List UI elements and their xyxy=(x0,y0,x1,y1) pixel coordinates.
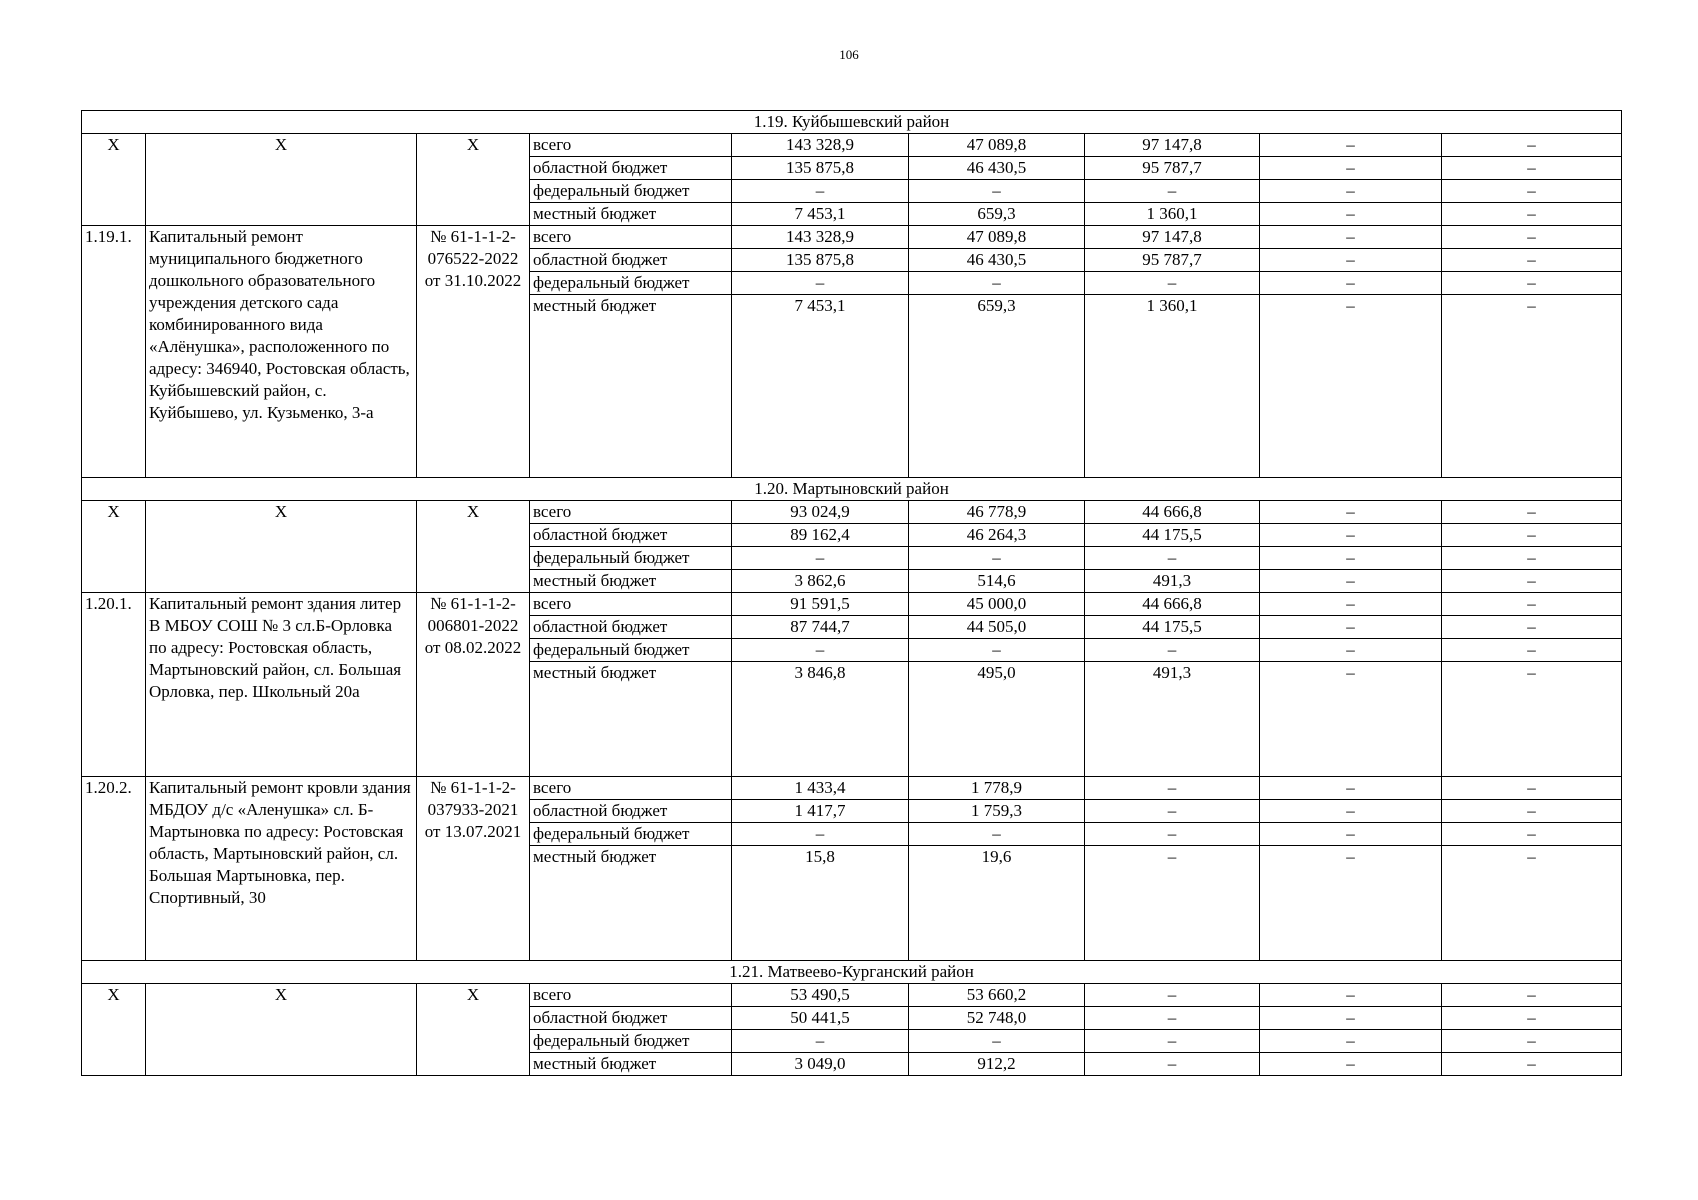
amount-v2: 47 089,8 xyxy=(909,226,1085,249)
amount-v1: 135 875,8 xyxy=(732,249,909,272)
amount-v3: – xyxy=(1085,272,1260,295)
funding-source: федеральный бюджет xyxy=(530,823,732,846)
funding-source: всего xyxy=(530,226,732,249)
total-col2: Х xyxy=(146,984,417,1076)
funding-source: областной бюджет xyxy=(530,249,732,272)
amount-v5: – xyxy=(1442,180,1622,203)
funding-source: всего xyxy=(530,134,732,157)
item-code: 1.20.1. xyxy=(82,593,146,777)
item-name: Капитальный ремонт кровли здания МБДОУ д/с «Аленушка» сл. Б- Мартыновка по адресу: Ростовская область, Мартыновский район, сл. Большая Мартыновка, пер. Спортивный, 30 xyxy=(146,777,417,961)
table-row xyxy=(82,593,1622,616)
funding-source: федеральный бюджет xyxy=(530,272,732,295)
amount-v1: 1 417,7 xyxy=(732,800,909,823)
amount-v1: 3 862,6 xyxy=(732,570,909,593)
amount-v1: 87 744,7 xyxy=(732,616,909,639)
amount-v5: – xyxy=(1442,501,1622,524)
amount-v5: – xyxy=(1442,639,1622,662)
amount-v3: 95 787,7 xyxy=(1085,157,1260,180)
funding-source: местный бюджет xyxy=(530,203,732,226)
table-row xyxy=(82,984,1622,1007)
page-number: 106 xyxy=(839,47,859,62)
item-document: № 61-1-1-2-006801-2022 от 08.02.2022 xyxy=(417,593,530,777)
funding-source: областной бюджет xyxy=(530,616,732,639)
amount-v5: – xyxy=(1442,547,1622,570)
amount-v4: – xyxy=(1260,616,1442,639)
amount-v1: 15,8 xyxy=(732,846,909,961)
amount-v4: – xyxy=(1260,1030,1442,1053)
amount-v1: – xyxy=(732,180,909,203)
amount-v2: 45 000,0 xyxy=(909,593,1085,616)
amount-v4: – xyxy=(1260,570,1442,593)
amount-v3: – xyxy=(1085,846,1260,961)
amount-v5: – xyxy=(1442,295,1622,478)
amount-v4: – xyxy=(1260,1007,1442,1030)
amount-v5: – xyxy=(1442,777,1622,800)
amount-v3: 1 360,1 xyxy=(1085,203,1260,226)
amount-v3: – xyxy=(1085,180,1260,203)
amount-v3: – xyxy=(1085,639,1260,662)
funding-source: местный бюджет xyxy=(530,570,732,593)
amount-v5: – xyxy=(1442,616,1622,639)
amount-v1: 143 328,9 xyxy=(732,226,909,249)
total-col3: Х xyxy=(417,984,530,1076)
amount-v5: – xyxy=(1442,570,1622,593)
amount-v2: 514,6 xyxy=(909,570,1085,593)
amount-v5: – xyxy=(1442,272,1622,295)
amount-v3: 44 175,5 xyxy=(1085,524,1260,547)
amount-v4: – xyxy=(1260,1053,1442,1076)
amount-v5: – xyxy=(1442,984,1622,1007)
table-row xyxy=(82,134,1622,157)
amount-v4: – xyxy=(1260,524,1442,547)
section-header-row xyxy=(82,478,1622,501)
item-code: 1.19.1. xyxy=(82,226,146,478)
amount-v1: – xyxy=(732,823,909,846)
total-col1: Х xyxy=(82,501,146,593)
amount-v5: – xyxy=(1442,157,1622,180)
amount-v1: 143 328,9 xyxy=(732,134,909,157)
amount-v2: 46 778,9 xyxy=(909,501,1085,524)
amount-v4: – xyxy=(1260,823,1442,846)
amount-v1: – xyxy=(732,639,909,662)
amount-v3: – xyxy=(1085,800,1260,823)
section-title: 1.20. Мартыновский район xyxy=(82,478,1622,501)
amount-v3: 491,3 xyxy=(1085,570,1260,593)
amount-v1: 135 875,8 xyxy=(732,157,909,180)
amount-v2: – xyxy=(909,547,1085,570)
amount-v4: – xyxy=(1260,249,1442,272)
amount-v4: – xyxy=(1260,180,1442,203)
amount-v4: – xyxy=(1260,777,1442,800)
amount-v5: – xyxy=(1442,249,1622,272)
amount-v4: – xyxy=(1260,662,1442,777)
amount-v1: 3 049,0 xyxy=(732,1053,909,1076)
amount-v4: – xyxy=(1260,272,1442,295)
amount-v1: 50 441,5 xyxy=(732,1007,909,1030)
amount-v2: 19,6 xyxy=(909,846,1085,961)
amount-v5: – xyxy=(1442,226,1622,249)
amount-v4: – xyxy=(1260,639,1442,662)
amount-v1: 91 591,5 xyxy=(732,593,909,616)
table-row xyxy=(82,777,1622,800)
funding-source: областной бюджет xyxy=(530,524,732,547)
amount-v5: – xyxy=(1442,823,1622,846)
total-col1: Х xyxy=(82,134,146,226)
amount-v4: – xyxy=(1260,846,1442,961)
amount-v1: – xyxy=(732,272,909,295)
funding-source: всего xyxy=(530,501,732,524)
amount-v2: – xyxy=(909,823,1085,846)
amount-v3: – xyxy=(1085,1030,1260,1053)
amount-v1: 3 846,8 xyxy=(732,662,909,777)
amount-v2: – xyxy=(909,272,1085,295)
amount-v4: – xyxy=(1260,203,1442,226)
amount-v1: 1 433,4 xyxy=(732,777,909,800)
amount-v2: 1 778,9 xyxy=(909,777,1085,800)
amount-v4: – xyxy=(1260,226,1442,249)
amount-v2: 912,2 xyxy=(909,1053,1085,1076)
section-title: 1.19. Куйбышевский район xyxy=(82,111,1622,134)
amount-v2: – xyxy=(909,180,1085,203)
amount-v1: – xyxy=(732,547,909,570)
funding-source: федеральный бюджет xyxy=(530,639,732,662)
funding-source: областной бюджет xyxy=(530,1007,732,1030)
amount-v2: 44 505,0 xyxy=(909,616,1085,639)
amount-v4: – xyxy=(1260,593,1442,616)
amount-v5: – xyxy=(1442,524,1622,547)
amount-v3: – xyxy=(1085,984,1260,1007)
amount-v3: 97 147,8 xyxy=(1085,226,1260,249)
funding-source: федеральный бюджет xyxy=(530,180,732,203)
amount-v4: – xyxy=(1260,984,1442,1007)
item-document: № 61-1-1-2-037933-2021 от 13.07.2021 xyxy=(417,777,530,961)
amount-v4: – xyxy=(1260,547,1442,570)
funding-source: областной бюджет xyxy=(530,800,732,823)
amount-v2: – xyxy=(909,639,1085,662)
amount-v3: – xyxy=(1085,777,1260,800)
funding-source: федеральный бюджет xyxy=(530,547,732,570)
amount-v3: 97 147,8 xyxy=(1085,134,1260,157)
amount-v3: 44 666,8 xyxy=(1085,593,1260,616)
table-row xyxy=(82,501,1622,524)
funding-source: всего xyxy=(530,984,732,1007)
amount-v1: 53 490,5 xyxy=(732,984,909,1007)
amount-v3: 44 175,5 xyxy=(1085,616,1260,639)
amount-v5: – xyxy=(1442,1030,1622,1053)
item-name: Капитальный ремонт муниципального бюджетного дошкольного образовательного учреждения детского сада комбинированного вида «Алёнушка», расположенного по адресу: 346940, Ростовская область, Куйбышевский район, с. Куйбышево, ул. Кузьменко, 3-а xyxy=(146,226,417,478)
table-body xyxy=(82,111,1622,1076)
amount-v2: 46 430,5 xyxy=(909,249,1085,272)
funding-source: местный бюджет xyxy=(530,662,732,777)
amount-v4: – xyxy=(1260,134,1442,157)
total-col2: Х xyxy=(146,501,417,593)
section-title: 1.21. Матвеево-Курганский район xyxy=(82,961,1622,984)
total-col3: Х xyxy=(417,501,530,593)
section-header-row xyxy=(82,961,1622,984)
funding-source: всего xyxy=(530,593,732,616)
amount-v1: – xyxy=(732,1030,909,1053)
amount-v4: – xyxy=(1260,501,1442,524)
amount-v5: – xyxy=(1442,846,1622,961)
amount-v1: 7 453,1 xyxy=(732,295,909,478)
section-header-row xyxy=(82,111,1622,134)
amount-v2: 53 660,2 xyxy=(909,984,1085,1007)
funding-source: местный бюджет xyxy=(530,846,732,961)
item-code: 1.20.2. xyxy=(82,777,146,961)
amount-v2: – xyxy=(909,1030,1085,1053)
funding-source: федеральный бюджет xyxy=(530,1030,732,1053)
amount-v2: 47 089,8 xyxy=(909,134,1085,157)
amount-v2: 46 264,3 xyxy=(909,524,1085,547)
amount-v4: – xyxy=(1260,800,1442,823)
amount-v3: – xyxy=(1085,547,1260,570)
amount-v2: 495,0 xyxy=(909,662,1085,777)
total-col2: Х xyxy=(146,134,417,226)
total-col1: Х xyxy=(82,984,146,1076)
amount-v5: – xyxy=(1442,1053,1622,1076)
funding-source: всего xyxy=(530,777,732,800)
total-col3: Х xyxy=(417,134,530,226)
funding-source: местный бюджет xyxy=(530,295,732,478)
amount-v5: – xyxy=(1442,593,1622,616)
amount-v2: 46 430,5 xyxy=(909,157,1085,180)
amount-v3: 491,3 xyxy=(1085,662,1260,777)
item-document: № 61-1-1-2-076522-2022 от 31.10.2022 xyxy=(417,226,530,478)
amount-v3: – xyxy=(1085,1053,1260,1076)
amount-v2: 659,3 xyxy=(909,203,1085,226)
funding-source: местный бюджет xyxy=(530,1053,732,1076)
amount-v1: 89 162,4 xyxy=(732,524,909,547)
table-row xyxy=(82,226,1622,249)
amount-v2: 52 748,0 xyxy=(909,1007,1085,1030)
amount-v5: – xyxy=(1442,203,1622,226)
amount-v3: – xyxy=(1085,1007,1260,1030)
amount-v3: 1 360,1 xyxy=(1085,295,1260,478)
amount-v3: – xyxy=(1085,823,1260,846)
item-name: Капитальный ремонт здания литер В МБОУ СОШ № 3 сл.Б-Орловка по адресу: Ростовская область, Мартыновский район, сл. Большая Орловка, пер. Школьный 20а xyxy=(146,593,417,777)
amount-v5: – xyxy=(1442,134,1622,157)
amount-v5: – xyxy=(1442,800,1622,823)
amount-v5: – xyxy=(1442,1007,1622,1030)
amount-v2: 659,3 xyxy=(909,295,1085,478)
amount-v5: – xyxy=(1442,662,1622,777)
amount-v2: 1 759,3 xyxy=(909,800,1085,823)
amount-v1: 7 453,1 xyxy=(732,203,909,226)
budget-table xyxy=(81,110,1622,1076)
amount-v3: 44 666,8 xyxy=(1085,501,1260,524)
amount-v1: 93 024,9 xyxy=(732,501,909,524)
funding-source: областной бюджет xyxy=(530,157,732,180)
amount-v4: – xyxy=(1260,157,1442,180)
amount-v4: – xyxy=(1260,295,1442,478)
amount-v3: 95 787,7 xyxy=(1085,249,1260,272)
